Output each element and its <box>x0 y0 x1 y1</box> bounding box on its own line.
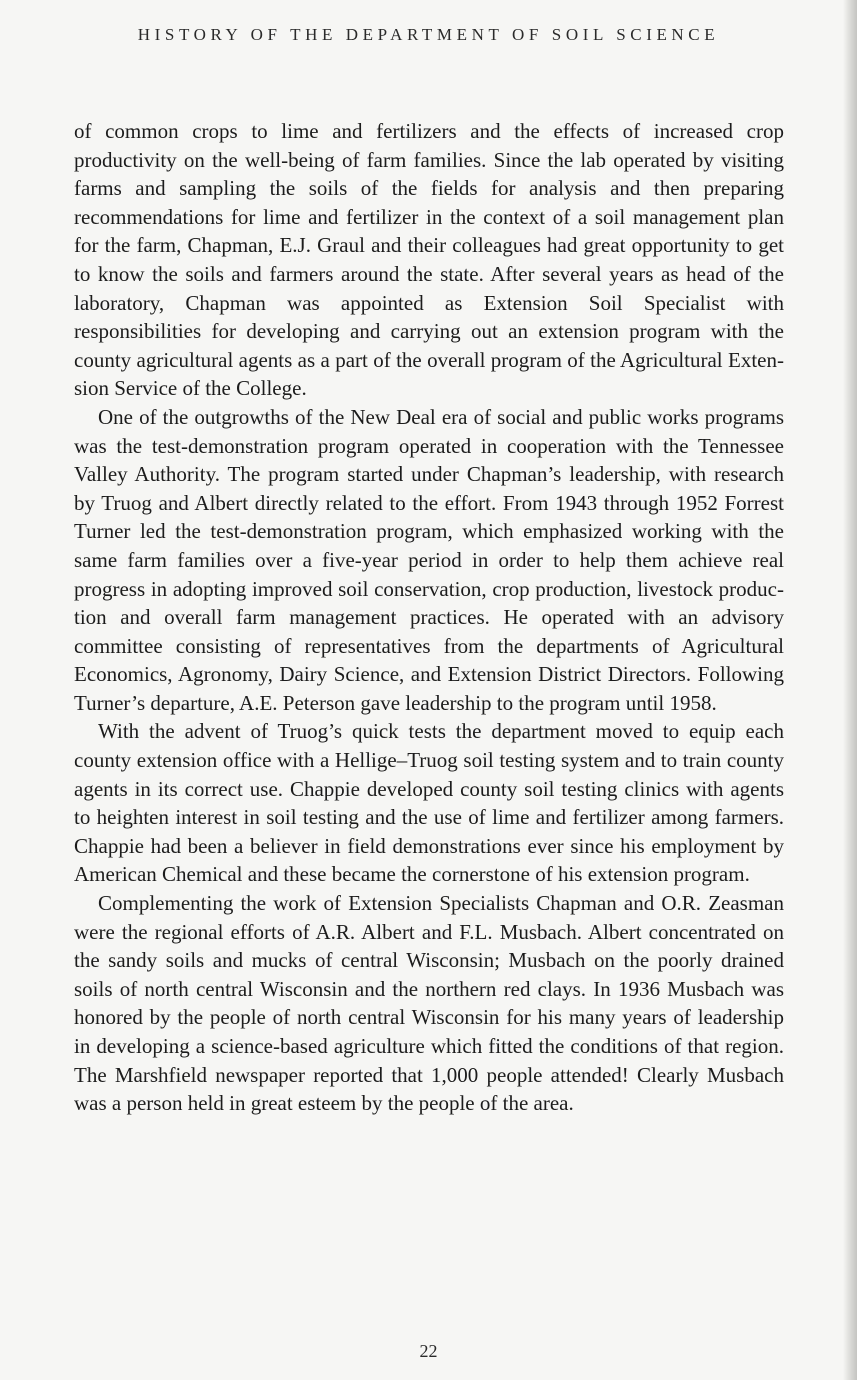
paragraph-continuation: of common crops to lime and fertilizers and the effects of increased crop productivity on the well-being of farm families. Since the lab operated by visiting farms and sampling the soils of the fields for analysis and then preparing recommendations for lime and fertilizer in the context of a soil management plan for the farm, Chapman, E.J. Graul and their colleagues had great opportunity to get to know the soils and farmers around the state. After several years as head of the laboratory, Chapman was appointed as Extension Soil Specialist with responsibilities for developing and carrying out an extension program with the county agricultural agents as a part of the overall program of the Agricultural Extension Service of the College. <box>74 119 784 401</box>
body-text <box>74 117 784 1118</box>
page-edge-shadow <box>843 0 857 1380</box>
paragraph-quick-tests: With the advent of Truog’s quick tests the department moved to equip each county extension office with a Hellige–Truog soil testing system and to train county agents in its correct use. Chappie developed county soil testing clinics with agents to heighten interest in soil testing and the use of lime and fertilizer among farmers. Chappie had been a believer in field demonstrations ever since his employment by American Chemical and these became the cornerstone of his extension program. <box>74 719 784 887</box>
paragraph-test-demonstration: One of the outgrowths of the New Deal era of social and public works programs was the test-demonstration program operated in cooperation with the Tennessee Valley Authority. The program started under Chapman’s leadership, with research by Truog and Albert directly related to the effort. From 1943 through 1952 Forrest Turner led the test-demonstration program, which emphasized working with the same farm families over a five-year period in order to help them achieve real progress in adopting improved soil conservation, crop production, livestock production and overall farm management practices. He operated with an advisory committee consisting of representatives from the departments of Agricultural Economics, Agronomy, Dairy Science, and Extension District Directors. Following Turner’s departure, A.E. Peterson gave leadership to the program until 1958. <box>74 404 784 715</box>
paragraph-regional-efforts: Complementing the work of Extension Specialists Chapman and O.R. Zeasman were the regional efforts of A.R. Albert and F.L. Musbach. Albert concentrated on the sandy soils and mucks of central Wisconsin; Musbach on the poorly drained soils of north central Wisconsin and the northern red clays. In 1936 Musbach was honored by the people of north central Wisconsin for his many years of leadership in developing a science-based agriculture which fitted the conditions of that region. The Marshfield newspaper reported that 1,000 people attended! Clearly Musbach was a person held in great esteem by the people of the area. <box>74 891 784 1116</box>
page-number: 22 <box>419 1341 438 1361</box>
running-head: HISTORY OF THE DEPARTMENT OF SOIL SCIENCE <box>137 25 720 44</box>
